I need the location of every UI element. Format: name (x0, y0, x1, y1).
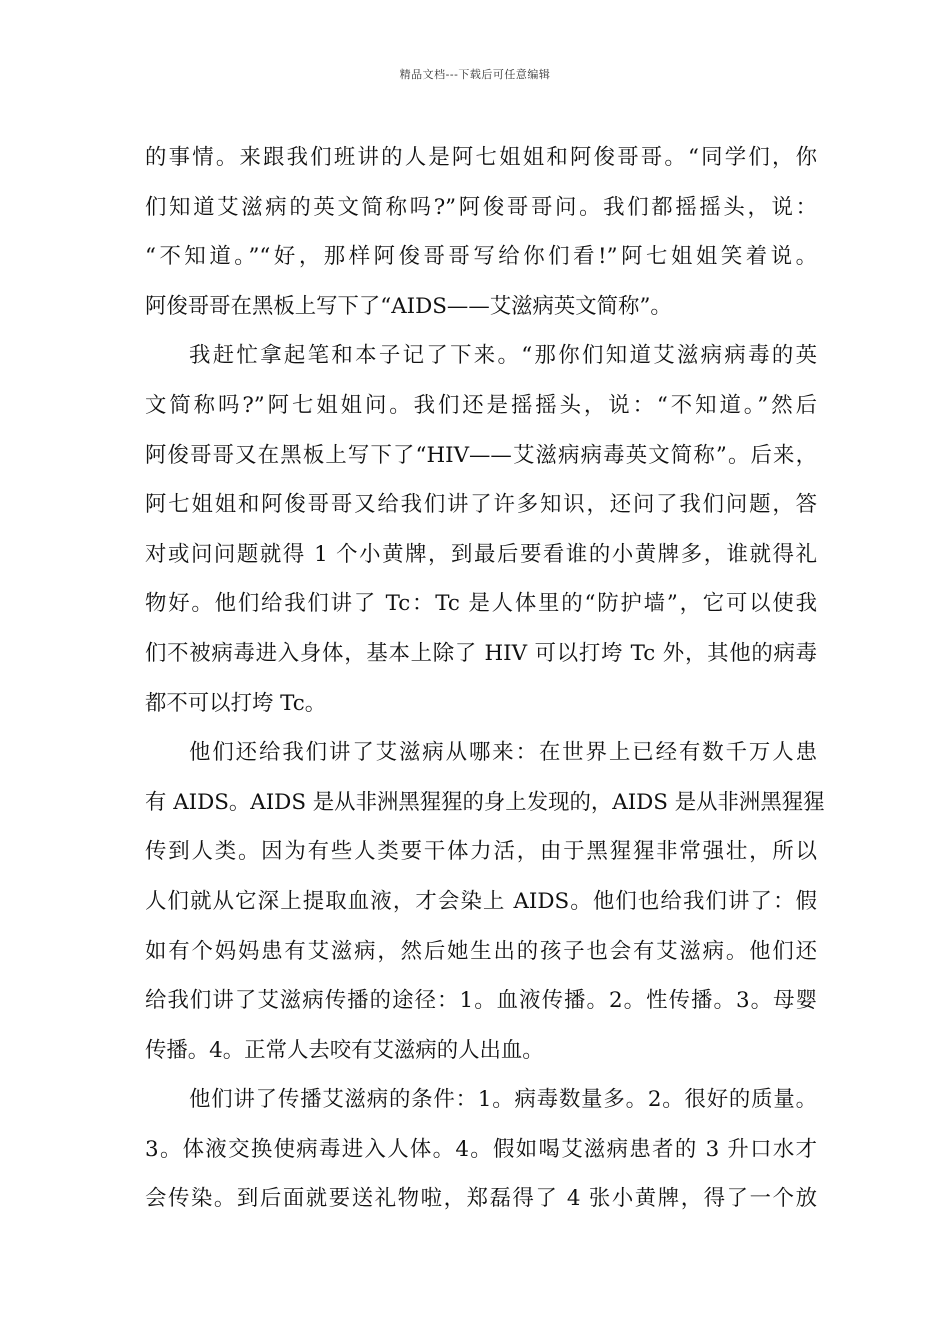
paragraph-first-line: 我赶忙拿起笔和本子记了下来。“那你们知道艾滋病病毒的英 (189, 343, 817, 369)
text-line: 如有个妈妈患有艾滋病，然后她生出的孩子也会有艾滋病。他们还 (145, 938, 817, 964)
document-body (145, 133, 825, 1224)
text-line: 会传染。到后面就要送礼物啦，郑磊得了 4 张小黄牌，得了一个放 (145, 1186, 817, 1212)
text-line: 都不可以打垮 Tc。 (145, 690, 327, 716)
text-line: 对或问问题就得 1 个小黄牌，到最后要看谁的小黄牌多，谁就得礼 (145, 541, 817, 567)
text-line: 们知道艾滋病的英文简称吗?”阿俊哥哥问。我们都摇摇头，说： (145, 194, 817, 220)
text-line: 物好。他们给我们讲了 Tc：Tc 是人体里的“防护墙”，它可以使我 (145, 591, 817, 617)
text-line: 的事情。来跟我们班讲的人是阿七姐姐和阿俊哥哥。“同学们，你 (145, 145, 817, 170)
text-line: 传播。4。正常人去咬有艾滋病的人出血。 (145, 1037, 544, 1063)
text-line: 给我们讲了艾滋病传播的途径：1。血液传播。2。性传播。3。母婴 (145, 988, 817, 1014)
text-line: 阿七姐姐和阿俊哥哥又给我们讲了许多知识，还问了我们问题，答 (145, 492, 817, 518)
text-line: “不知道。”“好，那样阿俊哥哥写给你们看!”阿七姐姐笑着说。 (145, 244, 817, 270)
text-line: 人们就从它深上提取血液，才会染上 AIDS。他们也给我们讲了：假 (145, 888, 817, 914)
text-line: 文简称吗?”阿七姐姐问。我们还是摇摇头，说：“不知道。”然后 (145, 392, 817, 418)
text-line: 阿俊哥哥在黑板上写下了“AIDS——艾滋病英文简称”。 (145, 293, 672, 319)
text-line: 3。体液交换使病毒进入人体。4。假如喝艾滋病患者的 3 升口水才 (145, 1136, 817, 1162)
text-line: 传到人类。因为有些人类要干体力活，由于黑猩猩非常强壮，所以 (145, 839, 817, 865)
text-line: 阿俊哥哥又在黑板上写下了“HIV——艾滋病病毒英文简称”。后来， (145, 442, 817, 468)
paragraph-first-line: 他们还给我们讲了艾滋病从哪来：在世界上已经有数千万人患 (189, 740, 817, 766)
paragraph-first-line: 他们讲了传播艾滋病的条件：1。病毒数量多。2。很好的质量。 (189, 1087, 817, 1113)
page-header: 精品文档---下载后可任意编辑 (399, 68, 551, 81)
text-line: 有 AIDS。AIDS 是从非洲黑猩猩的身上发现的，AIDS 是从非洲黑猩猩 (145, 789, 825, 815)
text-line: 们不被病毒进入身体，基本上除了 HIV 可以打垮 Tc 外，其他的病毒 (145, 640, 817, 666)
